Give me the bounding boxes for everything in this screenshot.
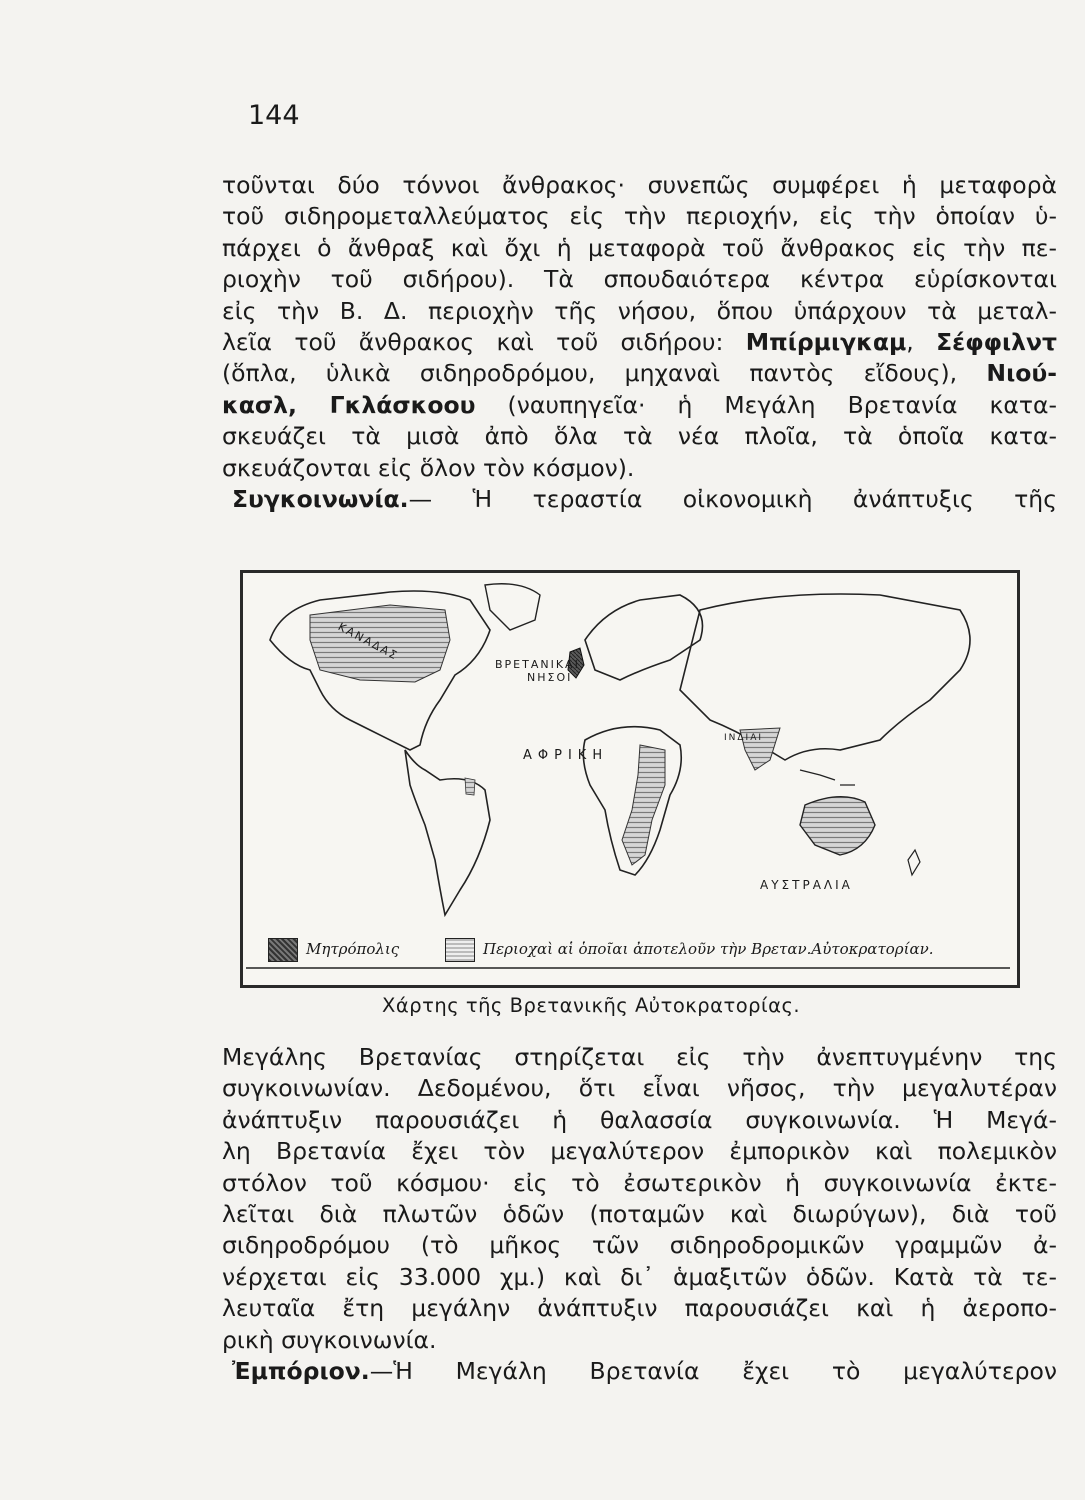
text-line — [222, 1356, 1057, 1387]
section-heading-communication: Συγκοινωνία. — [232, 485, 409, 514]
text-line: πάρχει ὁ ἄνθραξ καὶ ὄχι ἡ μεταφορὰ τοῦ ἄνθρακος εἰς τὴν πε- — [222, 233, 1057, 262]
label-africa: ΑΦΡΙΚΗ — [523, 748, 609, 763]
legend-swatch-territories — [445, 938, 475, 962]
text-line: εἰς τὴν Β. Δ. περιοχὴν τῆς νήσου, ὅπου ὑπάρχουν τὰ μεταλ- — [222, 296, 1057, 325]
text-fragment: — Ἡ τεραστία οἰκονομικὴ ἀνάπτυξις τῆς — [408, 485, 1057, 514]
city-newcastle-glasgow: κασλ, Γκλάσκοου — [222, 390, 476, 419]
text-fragment: (ναυπηγεῖα· ἡ Μεγάλη Βρετανία κατα- — [475, 390, 1058, 419]
text-line: ριοχὴν τοῦ σιδήρου). Τὰ σπουδαιότερα κέντρα εὑρίσκονται — [222, 265, 1057, 294]
text-line — [222, 484, 1057, 515]
text-line: λη Βρετανία ἔχει τὸν μεγαλύτερον ἐμπορικὸν καὶ πολεμικὸν — [222, 1137, 1057, 1166]
city-sheffield: Σέφφιλντ — [936, 328, 1057, 357]
text-line: σκευάζει τὰ μισὰ ἀπὸ ὅλα τὰ νέα πλοῖα, τὰ ὁποῖα κατα- — [222, 422, 1057, 451]
label-canada: ΚΑΝΑΔΑΣ — [335, 620, 401, 663]
city-newcastle-part: Νιού- — [986, 359, 1057, 388]
text-line: τοῦνται δύο τόννοι ἄνθρακος· συνεπῶς συμφέρει ἡ μεταφορὰ — [222, 171, 1057, 199]
text-fragment: , — [906, 328, 937, 357]
text-line: λεῖται διὰ πλωτῶν ὁδῶν (ποταμῶν καὶ διωρύγων), διὰ τοῦ — [222, 1200, 1057, 1229]
page-number: 144 — [248, 100, 300, 131]
guiana-territory — [465, 778, 475, 795]
text-line: ρικὴ συγκοινωνία. — [222, 1325, 437, 1354]
section-heading-trade: Ἐμπόριον. — [232, 1357, 370, 1386]
label-india: ΙΝΔΙΑΙ — [724, 733, 764, 743]
text-fragment: λεῖα τοῦ ἄνθρακος καὶ τοῦ σιδήρου: — [222, 328, 746, 357]
text-line: σιδηροδρόμου (τὸ μῆκος τῶν σιδηροδρομικῶν γραμμῶν ἀ- — [222, 1231, 1057, 1260]
southeast-asia-islands — [800, 770, 855, 785]
text-line: λευταῖα ἔτη μεγάλην ἀνάπτυξιν παρουσιάζει καὶ ἡ ἀεροπο- — [222, 1294, 1057, 1323]
empire-map — [240, 570, 1020, 988]
text-line: συγκοινωνίαν. Δεδομένου, ὅτι εἶναι νῆσος, τὴν μεγαλυτέραν — [222, 1074, 1057, 1103]
text-line: στόλον τοῦ κόσμου· εἰς τὸ ἐσωτερικὸν ἡ συγκοινωνία ἐκτε- — [222, 1168, 1057, 1197]
text-line: Μεγάλης Βρετανίας στηρίζεται εἰς τὴν ἀνεπτυγμένην της — [222, 1043, 1057, 1071]
label-australia: ΑΥΣΤΡΑΛΙΑ — [760, 878, 853, 892]
map-caption: Χάρτης τῆς Βρετανικῆς Αὐτοκρατορίας. — [382, 994, 801, 1017]
new-zealand — [908, 850, 920, 875]
text-line: σκευάζονται εἰς ὅλον τὸν κόσμον). — [222, 453, 635, 482]
text-fragment: —Ἡ Μεγάλη Βρετανία ἔχει τὸ μεγαλύτερον — [369, 1357, 1057, 1386]
text-line — [222, 390, 1057, 421]
legend-swatch-metropolis — [268, 938, 298, 962]
text-line — [222, 358, 1057, 389]
text-line: τοῦ σιδηρομεταλλεύματος εἰς τὴν περιοχήν, εἰς τὴν ὁποίαν ὑ- — [222, 202, 1057, 231]
greenland-outline — [485, 584, 540, 630]
label-british-isles-2: ΝΗΣΟΙ — [527, 671, 573, 684]
text-fragment: (ὅπλα, ὑλικὰ σιδηροδρόμου, μηχαναὶ παντὸς εἴδους), — [222, 359, 987, 388]
paragraph-communication — [222, 1042, 1057, 1387]
text-line: νέρχεται εἰς 33.000 χμ.) καὶ δι᾿ ἁμαξιτῶν ὁδῶν. Κατὰ τὰ τε- — [222, 1262, 1057, 1291]
legend-territories: Περιοχαὶ αἱ ὁποῖαι ἀποτελοῦν τὴν Βρεταν.Αὐτοκρατορίαν. — [483, 940, 934, 958]
text-line — [222, 327, 1057, 358]
legend-metropolis: Μητρόπολις — [306, 940, 400, 958]
australia-outline — [800, 797, 875, 855]
paragraph-industry — [222, 170, 1057, 515]
city-birmingham: Μπίρμιγκαμ — [745, 328, 907, 357]
africa-territory — [622, 745, 665, 865]
text-line: ἀνάπτυξιν παρουσιάζει ἡ θαλασσία συγκοινωνία. Ἡ Μεγά- — [222, 1105, 1057, 1134]
label-british-isles: ΒΡΕΤΑΝΙΚΑΙ — [495, 658, 580, 671]
south-america-outline — [405, 750, 490, 915]
